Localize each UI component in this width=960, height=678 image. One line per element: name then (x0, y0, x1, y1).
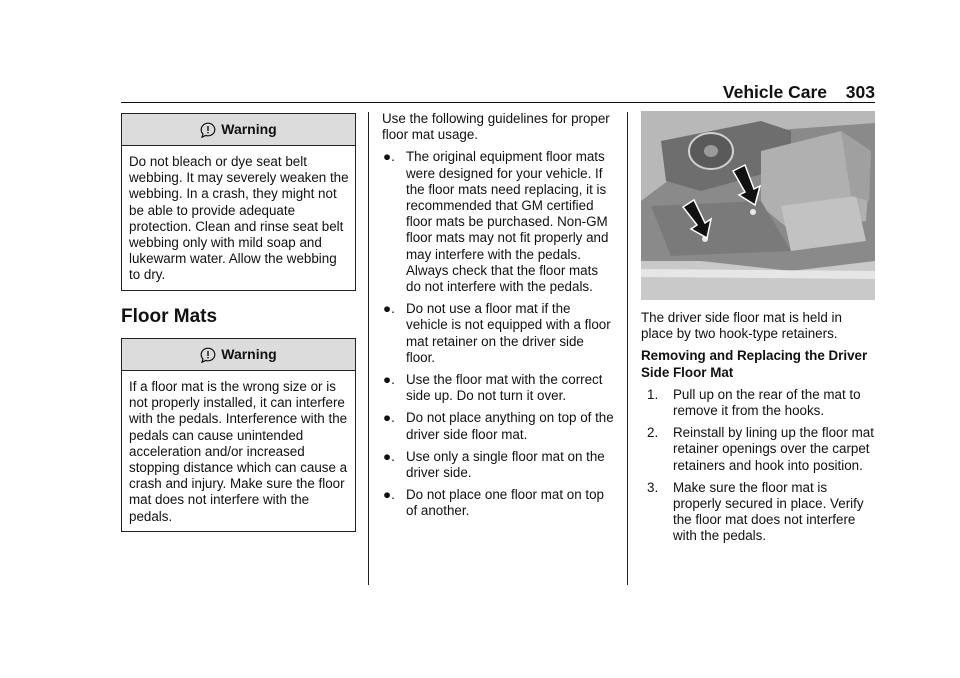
list-item (382, 410, 614, 442)
bullet-mark: ●. (383, 487, 395, 503)
step-item (641, 387, 877, 419)
step-text: Reinstall by lining up the floor mat retainer openings over the carpet retainers and hook into position. (673, 425, 874, 473)
list-item-text: Use only a single floor mat on the driver side. (406, 448, 605, 481)
bullet-mark: ●. (383, 149, 395, 165)
warning-title: Warning (221, 346, 277, 363)
floor-mat-instructions (641, 310, 877, 545)
list-item-text: Do not place anything on top of the driver side floor mat. (406, 410, 614, 442)
warning-box-seat-belt (121, 113, 356, 291)
list-item-text: Do not use a floor mat if the vehicle is not equipped with a floor mat retainer on the driver side floor. (406, 301, 611, 365)
column-divider-2 (627, 112, 628, 585)
guidelines-list (382, 149, 614, 519)
step-number: 2. (647, 425, 659, 441)
step-item (641, 480, 877, 545)
photo-caption-text: The driver side floor mat is held in place by two hook-type retainers. (641, 310, 842, 342)
step-number: 1. (647, 386, 659, 402)
list-item (382, 449, 614, 481)
bullet-mark: ●. (383, 448, 395, 464)
list-item (382, 149, 614, 295)
bullet-mark: ●. (383, 301, 395, 317)
warning-header (122, 339, 355, 371)
column-divider-1 (368, 112, 369, 585)
steps-list (641, 387, 877, 545)
list-item (382, 301, 614, 366)
section-heading-floor-mats: Floor Mats (121, 306, 218, 327)
list-item-text: Do not place one floor mat on top of another. (406, 487, 605, 519)
warning-body (122, 371, 355, 531)
warning-title: Warning (221, 121, 277, 138)
warning-icon (200, 347, 216, 363)
bullet-mark: ●. (383, 372, 395, 388)
step-number: 3. (647, 479, 659, 495)
list-item-text: The original equipment floor mats were designed for your vehicle. If the floor mats need replacing, it is recommended that GM certified floor mats be purchased. Non-GM floor mats may not fit properly and may interfere with the pedals. Always check that the floor mats do not interfere with the pedals. (406, 149, 609, 295)
warning-text: Do not bleach or dye seat belt webbing. It may severely weaken the webbing. In a crash, they might not be able to provide adequate protection. Clean and rinse seat belt webbing only with mild soap and lukewarm water. Allow the webbing to dry. (129, 154, 349, 283)
section-title-header: Vehicle Care (722, 82, 827, 102)
warning-icon (200, 122, 216, 138)
list-item (382, 487, 614, 519)
floor-mat-photo (641, 111, 875, 300)
list-item (382, 372, 614, 404)
guidelines-column (382, 111, 614, 520)
bullet-mark: ●. (383, 410, 395, 426)
step-text: Pull up on the rear of the mat to remove it from the hooks. (673, 386, 861, 419)
step-item (641, 425, 877, 474)
warning-box-floor-mat (121, 338, 356, 532)
subheading-remove-replace: Removing and Replacing the Driver Side Floor Mat (641, 348, 868, 380)
step-text: Make sure the floor mat is properly secured in place. Verify the floor mat does not interfere with the pedals. (673, 479, 864, 544)
warning-header (122, 114, 355, 146)
warning-text: If a floor mat is the wrong size or is not properly installed, it can interfere with the pedals. Interference with the pedals can cause unintended acceleration and/or increased stopping distance which can cause a crash and injury. Make sure the floor mat does not interfere with the pedals. (129, 379, 348, 524)
header-rule (121, 102, 875, 103)
warning-body (122, 146, 355, 290)
list-item-text: Use the floor mat with the correct side up. Do not turn it over. (406, 372, 603, 404)
page-number: 303 (845, 82, 875, 102)
guidelines-intro: Use the following guidelines for proper floor mat usage. (382, 111, 610, 143)
